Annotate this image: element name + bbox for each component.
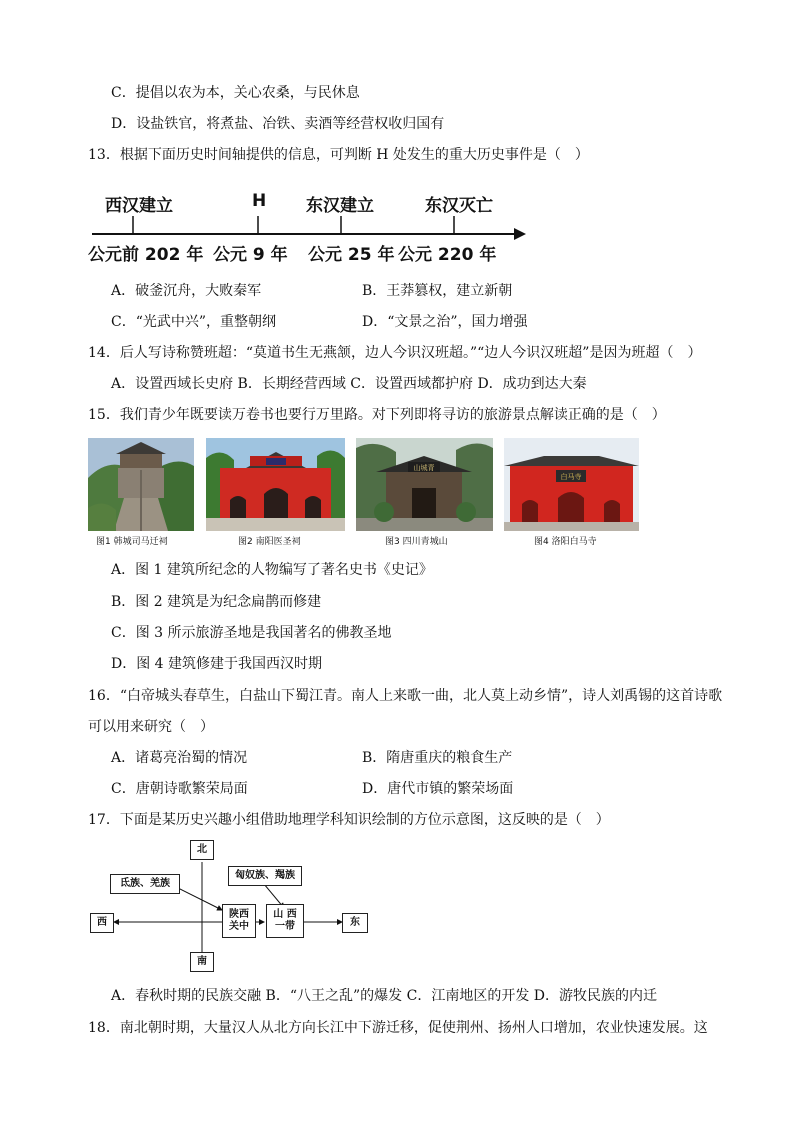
timeline-event-eastern-han-fall: 东汉灭亡 — [425, 196, 493, 216]
timeline-date-9ad: 公元 9 年 — [213, 245, 288, 265]
q16-option-c: C．唐朝诗歌繁荣局面 — [111, 781, 248, 797]
north-label: 北 — [190, 840, 214, 860]
q16-option-b: B．隋唐重庆的粮食生产 — [362, 750, 513, 766]
q15-stem: 15．我们青少年既要读万卷书也要行万里路。对下列即将寻访的旅游景点解读正确的是（ ） — [88, 407, 666, 423]
timeline-event-eastern-han-founded: 东汉建立 — [306, 196, 374, 216]
caption-figure-2: 图2 南阳医圣祠 — [238, 537, 301, 547]
timeline-event-h: H — [252, 191, 267, 211]
q17-options: A．春秋时期的民族交融 B．“八王之乱”的爆发 C．江南地区的开发 D．游牧民族的内迁 — [111, 988, 657, 1004]
q16-stem-line1: 16．“白帝城头春草生，白盐山下蜀江青。南人上来歌一曲，北人莫上动乡情”，诗人刘禹锡的这首诗歌 — [88, 688, 723, 704]
q17-stem: 17．下面是某历史兴趣小组借助地理学科知识绘制的方位示意图，这反映的是（ ） — [88, 812, 610, 828]
timeline-event-western-han: 西汉建立 — [105, 196, 173, 216]
south-label: 南 — [190, 952, 214, 972]
di-qiang-box: 氐族、羌族 — [110, 874, 180, 894]
shanxi-region-box: 山 西 一带 — [266, 904, 304, 938]
timeline-date-220ad: 公元 220 年 — [398, 245, 497, 265]
photo-sima-qian-shrine — [88, 438, 194, 531]
q15-option-c: C．图 3 所示旅游圣地是我国著名的佛教圣地 — [111, 625, 392, 641]
timeline-date-202bc: 公元前 202 年 — [88, 245, 204, 265]
q13-option-b: B．王莽篡权，建立新朝 — [362, 283, 513, 299]
q13-stem: 13．根据下面历史时间轴提供的信息，可判断 H 处发生的重大历史事件是（ ） — [88, 147, 589, 163]
q16-stem-line2: 可以用来研究（ ） — [88, 719, 214, 735]
q15-option-b: B．图 2 建筑是为纪念扁鹊而修建 — [111, 594, 322, 610]
q12-option-d: D．设盐铁官，将煮盐、冶铁、卖酒等经营权收归国有 — [111, 116, 445, 132]
q14-stem: 14．后人写诗称赞班超：“莫道书生无燕颔，边人今识汉班超。”“边人今识汉班超”是因为班超（ ） — [88, 345, 702, 361]
caption-figure-4: 图4 洛阳白马寺 — [534, 537, 597, 547]
photo-qingcheng-mountain — [356, 438, 493, 531]
qingcheng-plaque: 山城青 — [413, 464, 435, 472]
caption-figure-3: 图3 四川青城山 — [385, 537, 448, 547]
q13-option-a: A．破釜沉舟，大败秦军 — [111, 283, 262, 299]
east-label: 东 — [342, 913, 368, 933]
q16-option-d: D．唐代市镇的繁荣场面 — [362, 781, 514, 797]
photo-yisheng-shrine — [206, 438, 345, 531]
q13-option-d: D．“文景之治”，国力增强 — [362, 314, 528, 330]
timeline-date-25ad: 公元 25 年 — [308, 245, 395, 265]
q18-stem: 18．南北朝时期，大量汉人从北方向长江中下游迁移，促使荆州、扬州人口增加，农业快速发展。这 — [88, 1020, 708, 1036]
west-label: 西 — [90, 913, 114, 933]
q13-option-c: C．“光武中兴”，重整朝纲 — [111, 314, 277, 330]
q15-option-d: D．图 4 建筑修建于我国西汉时期 — [111, 656, 323, 672]
q14-options: A．设置西域长史府 B．长期经营西域 C．设置西域都护府 D．成功到达大秦 — [111, 376, 587, 392]
q12-option-c: C．提倡以农为本，关心农桑，与民休息 — [111, 85, 360, 101]
shaanxi-guanzhong-box: 陕西 关中 — [222, 904, 256, 938]
xiongnu-jie-box: 匈奴族、羯族 — [228, 866, 302, 886]
timeline-figure — [88, 186, 528, 266]
q15-option-a: A．图 1 建筑所纪念的人物编写了著名史书《史记》 — [111, 562, 433, 578]
caption-figure-1: 图1 韩城司马迁祠 — [96, 537, 168, 547]
white-horse-plaque: 白马寺 — [560, 473, 582, 481]
direction-diagram — [88, 840, 378, 975]
photo-white-horse-temple — [504, 438, 639, 531]
q16-option-a: A．诸葛亮治蜀的情况 — [111, 750, 248, 766]
